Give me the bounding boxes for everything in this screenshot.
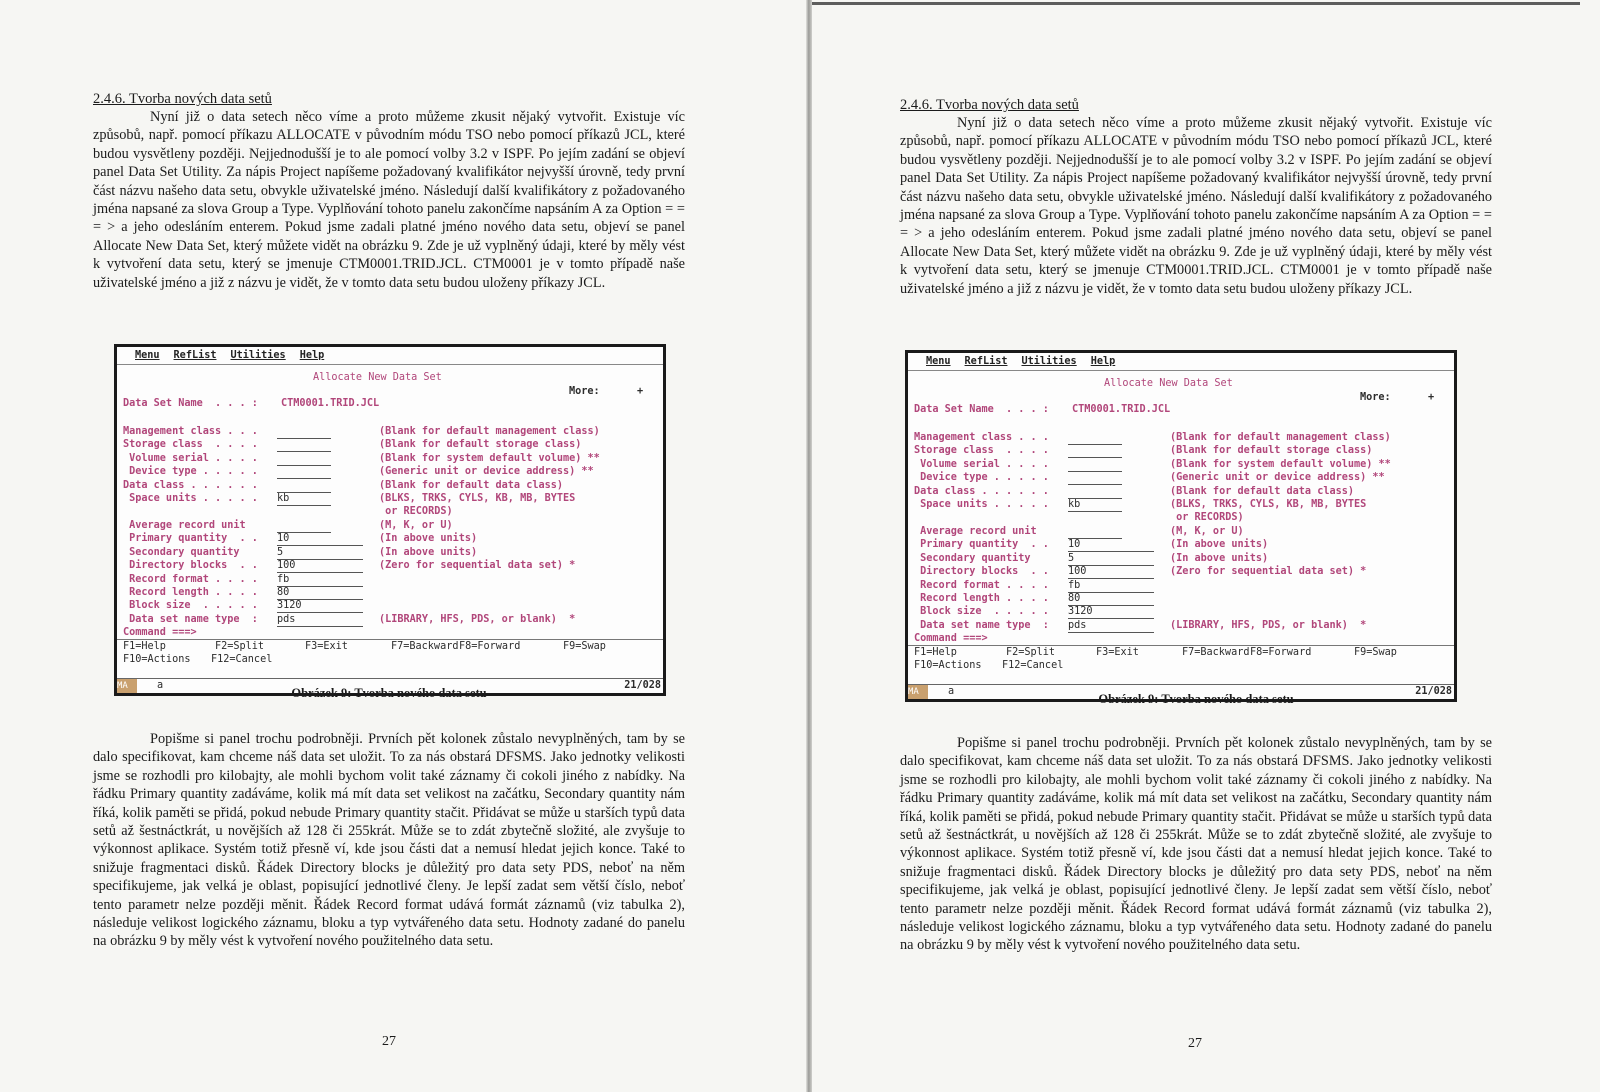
status-ma: MA — [908, 685, 928, 699]
field-hint: (Generic unit or device address) ** — [379, 466, 594, 478]
field-value: kb — [277, 493, 290, 504]
figure-caption: Obrázek 9: Tvorba nového data setu — [1098, 692, 1294, 706]
field-label: Management class . . . — [914, 432, 1049, 443]
field-value: kb — [1068, 499, 1081, 510]
field-value: 5 — [277, 546, 284, 558]
field-hint: (Zero for sequential data set) * — [1170, 566, 1367, 578]
panel-title: Allocate New Data Set — [1104, 378, 1233, 389]
field-label: Record length . . . . — [123, 587, 258, 598]
command-input[interactable] — [209, 626, 609, 639]
command-input[interactable] — [1000, 632, 1400, 645]
field-label: Secondary quantity — [914, 552, 1031, 564]
right-page-content — [900, 96, 1492, 298]
menu-item[interactable]: RefList — [964, 356, 1008, 367]
field-label: Block size . . . . . — [914, 606, 1049, 618]
menu-item[interactable]: Utilities — [230, 350, 286, 361]
field-input[interactable] — [1068, 592, 1154, 606]
function-key[interactable]: F8=Forward — [459, 641, 521, 653]
field-hint: (BLKS, TRKS, CYLS, KB, MB, BYTES — [379, 493, 576, 504]
field-label: Management class . . . — [123, 426, 258, 437]
field-value: 10 — [277, 533, 290, 545]
field-input[interactable] — [1068, 431, 1122, 445]
field-input[interactable] — [277, 452, 331, 466]
field-label: Record format . . . . — [914, 579, 1049, 591]
function-key[interactable]: F10=Actions — [123, 654, 191, 666]
field-value: 80 — [277, 587, 290, 598]
field-input[interactable] — [1068, 579, 1154, 593]
field-label: Data class . . . . . . — [914, 485, 1049, 497]
field-hint: (In above units) — [379, 533, 478, 545]
field-input[interactable] — [1068, 619, 1154, 633]
field-hint: (Blank for default data class) — [1170, 485, 1355, 497]
field-hint: (Generic unit or device address) ** — [1170, 472, 1385, 484]
left-page-content — [93, 90, 685, 292]
cursor-position: 21/028 — [1415, 686, 1452, 697]
field-label: Space units . . . . . — [914, 499, 1049, 510]
field-input[interactable] — [277, 479, 331, 493]
field-hint: (Blank for default management class) — [1170, 432, 1391, 443]
function-key[interactable]: F9=Swap — [563, 641, 606, 653]
field-label: Storage class . . . . — [914, 445, 1049, 457]
field-value: 100 — [277, 560, 296, 572]
field-hint: or RECORDS) — [379, 506, 453, 518]
function-key[interactable]: F2=Split — [215, 641, 265, 653]
field-input[interactable] — [277, 519, 331, 533]
menu-divider — [117, 364, 663, 365]
menu-bar — [926, 355, 1129, 369]
right-body-wrap — [900, 734, 1492, 955]
field-label: Data set name type : — [914, 619, 1049, 631]
field-input[interactable] — [1068, 538, 1154, 552]
field-input[interactable] — [277, 465, 331, 479]
field-label: Primary quantity . . — [123, 533, 258, 545]
field-value: fb — [277, 573, 290, 585]
menu-item[interactable]: Help — [299, 350, 325, 361]
command-label: Command ===> — [123, 627, 197, 639]
dsn-value: CTM0001.TRID.JCL — [281, 398, 380, 409]
figure-caption: Obrázek 9: Tvorba nového data setu — [291, 686, 487, 700]
field-input[interactable] — [277, 425, 331, 439]
field-value: 5 — [1068, 552, 1075, 564]
field-label: Primary quantity . . — [914, 539, 1049, 551]
field-label: Average record unit — [914, 526, 1037, 537]
field-label: Directory blocks . . — [123, 560, 258, 572]
field-input[interactable] — [1068, 565, 1154, 579]
field-label: Data set name type : — [123, 613, 258, 625]
field-value: 3120 — [277, 600, 302, 612]
field-hint: (Blank for default storage class) — [1170, 445, 1373, 457]
field-input[interactable] — [277, 586, 363, 600]
field-input[interactable] — [1068, 444, 1122, 458]
function-key[interactable]: F12=Cancel — [211, 654, 273, 666]
field-label: Device type . . . . . — [914, 472, 1049, 484]
field-input[interactable] — [1068, 498, 1122, 512]
field-hint: (LIBRARY, HFS, PDS, or blank) * — [379, 613, 576, 625]
function-key[interactable]: F3=Exit — [305, 641, 348, 653]
menu-item[interactable]: RefList — [173, 350, 217, 361]
function-key[interactable]: F9=Swap — [1354, 647, 1397, 659]
field-input[interactable] — [277, 599, 363, 613]
field-input[interactable] — [277, 546, 363, 560]
right-page — [812, 0, 1600, 1092]
field-label: Space units . . . . . — [123, 493, 258, 504]
field-label: Storage class . . . . — [123, 439, 258, 451]
field-value: 10 — [1068, 539, 1081, 551]
function-key[interactable]: F7=Backward — [1182, 647, 1250, 659]
status-a: a — [157, 680, 164, 691]
field-input[interactable] — [277, 613, 363, 627]
field-hint: (In above units) — [379, 546, 478, 558]
field-value: 3120 — [1068, 606, 1093, 618]
menu-item[interactable]: Menu — [135, 350, 160, 361]
more-indicator: More: — [569, 386, 600, 397]
field-hint: (M, K, or U) — [1170, 526, 1244, 537]
field-label: Device type . . . . . — [123, 466, 258, 478]
menu-bar — [135, 349, 338, 363]
intro-paragraph: Nyní již o data setech něco víme a proto můžeme zkusit nějaký vytvořit. Existuje víc způsobů, např. pomocí příkazu ALLOCATE v původním módu TSO nebo pomocí příkazů JCL, které budou vysvětleny později. Nejjednodušší je to ale pomocí volby 3.2 v ISPF. Po jejím zadání se objeví panel Data Set Utility. Za nápis Project napíšeme požadovaný kvalifikátor nejvyšší úrovně, tedy první část názvu našeho data setu, obvykle uživatelské jméno. Následují další kvalifikátory z požadovaného jména napsané za slova Group a Type. Vyplňování tohoto panelu zakončíme napsáním A za Option = = = > a jeho odesláním enterem. Pokud jsme zadali platné jméno nového data setu, objeví se panel Allocate New Data Set, který můžete vidět na obrázku 9. Zde je už vyplněný údaji, které by měly vést k vytvoření data setu, který se jmenuje CTM0001.TRID.JCL. CTM0001 je v tomto případě naše uživatelské jméno a již z názvu je vidět, že v tomto data setu budou uloženy příkazy JCL. — [900, 115, 1492, 297]
field-label: Volume serial . . . . — [123, 452, 258, 464]
function-key[interactable]: F2=Split — [1006, 647, 1056, 659]
page-number: 27 — [382, 1034, 396, 1049]
section-title: 2.4.6. Tvorba nových data setů — [93, 91, 272, 107]
section-title: 2.4.6. Tvorba nových data setů — [900, 97, 1079, 113]
menu-item[interactable]: Menu — [926, 356, 951, 367]
more-sign: + — [637, 386, 644, 397]
dsn-label: Data Set Name . . . : — [123, 398, 258, 409]
field-label: Average record unit — [123, 520, 246, 531]
field-value: fb — [1068, 579, 1081, 591]
more-sign: + — [1428, 392, 1435, 403]
status-ma: MA — [117, 679, 137, 693]
field-input[interactable] — [1068, 605, 1154, 619]
panel-title: Allocate New Data Set — [313, 372, 442, 383]
function-key[interactable]: F1=Help — [123, 641, 166, 653]
description-paragraph: Popišme si panel trochu podrobněji. Prvních pět kolonek zůstalo nevyplněných, tam by se dalo specifikovat, kam chceme náš data set uložit. To za nás obstará DFSMS. Jako jednotky velikosti jsme se rozhodli pro kilobajty, ale mohli bychom volit také záznamy či cokoli jiného z nabídky. Na řádku Primary quantity zadáváme, kolik má mít data set velikost na začátku, Secondary quantity nám říká, kolik paměti se přidá, pokud nebude Primary quantity stačit. Přidávat se může u starších typů data setů až šestnáctkrát, u novějších až 128 či 255krát. Může se to zdát zbytečně složité, ale zvyšuje to výkonnost aplikace. Systém totiž přesně ví, kde jsou části dat a nemusí hledat jejich konce. Také to snižuje fragmentaci disků. Řádek Directory blocks je důležitý pro data sety PDS, neboť na něm specifikujeme, jak velká je oblast, popisující jednotlivé členy. Je lepší zadat sem větší číslo, neboť tento parametr nelze později měnit. Řádek Record format udává formát záznamů (viz tabulka 2), následuje velikost logického záznamu, bloku a typ vytvářeného data setu. Hodnoty zadané do panelu na obrázku 9 by měly vést k vytvoření nového použitelného data setu. — [900, 735, 1492, 954]
field-hint: (Blank for system default volume) ** — [379, 452, 600, 464]
page-number: 27 — [1188, 1036, 1202, 1051]
field-hint: (In above units) — [1170, 552, 1269, 564]
field-hint: (Blank for default management class) — [379, 426, 600, 437]
field-input[interactable] — [1068, 485, 1122, 499]
field-label: Record length . . . . — [914, 593, 1049, 604]
left-caption-wrap — [93, 686, 685, 701]
field-input[interactable] — [1068, 525, 1122, 539]
function-key[interactable]: F1=Help — [914, 647, 957, 659]
function-key[interactable]: F3=Exit — [1096, 647, 1139, 659]
field-hint: (M, K, or U) — [379, 520, 453, 531]
field-label: Record format . . . . — [123, 573, 258, 585]
field-input[interactable] — [277, 532, 363, 546]
field-value: 80 — [1068, 593, 1081, 604]
field-input[interactable] — [277, 573, 363, 587]
field-input[interactable] — [1068, 471, 1122, 485]
allocate-panel-screenshot — [114, 344, 666, 696]
field-hint: (BLKS, TRKS, CYLS, KB, MB, BYTES — [1170, 499, 1367, 510]
cursor-position: 21/028 — [624, 680, 661, 691]
command-label: Command ===> — [914, 633, 988, 645]
left-body-wrap — [93, 730, 685, 951]
field-label: Volume serial . . . . — [914, 458, 1049, 470]
field-input[interactable] — [277, 438, 331, 452]
field-value: 100 — [1068, 566, 1087, 578]
field-hint: or RECORDS) — [1170, 512, 1244, 524]
menu-item[interactable]: Help — [1090, 356, 1116, 367]
field-input[interactable] — [1068, 552, 1154, 566]
more-indicator: More: — [1360, 392, 1391, 403]
description-paragraph: Popišme si panel trochu podrobněji. Prvních pět kolonek zůstalo nevyplněných, tam by se dalo specifikovat, kam chceme náš data set uložit. To za nás obstará DFSMS. Jako jednotky velikosti jsme se rozhodli pro kilobajty, ale mohli bychom volit také záznamy či cokoli jiného z nabídky. Na řádku Primary quantity zadáváme, kolik má mít data set velikost na začátku, Secondary quantity nám říká, kolik paměti se přidá, pokud nebude Primary quantity stačit. Přidávat se může u starších typů data setů až šestnáctkrát, u novějších až 128 či 255krát. Může se to zdát zbytečně složité, ale zvyšuje to výkonnost aplikace. Systém totiž přesně ví, kde jsou části dat a nemusí hledat jejich konce. Také to snižuje fragmentaci disků. Řádek Directory blocks je důležitý pro data sety PDS, neboť na něm specifikujeme, jak velká je oblast, popisující jednotlivé členy. Je lepší zadat sem větší číslo, neboť tento parametr nelze později měnit. Řádek Record format udává formát záznamů (viz tabulka 2), následuje velikost logického záznamu, bloku a typ vytvářeného data setu. Hodnoty zadané do panelu na obrázku 9 by měly vést k vytvoření nového použitelného data setu. — [93, 731, 685, 950]
menu-item[interactable]: Utilities — [1021, 356, 1077, 367]
field-label: Secondary quantity — [123, 546, 240, 558]
intro-paragraph: Nyní již o data setech něco víme a proto můžeme zkusit nějaký vytvořit. Existuje víc způsobů, např. pomocí příkazu ALLOCATE v původním módu TSO nebo pomocí příkazů JCL, které budou vysvětleny později. Nejjednodušší je to ale pomocí volby 3.2 v ISPF. Po jejím zadání se objeví panel Data Set Utility. Za nápis Project napíšeme požadovaný kvalifikátor nejvyšší úrovně, tedy první část názvu našeho data setu, obvykle uživatelské jméno. Následují další kvalifikátory z požadovaného jména napsané za slova Group a Type. Vyplňování tohoto panelu zakončíme napsáním A za Option = = = > a jeho odesláním enterem. Pokud jsme zadali platné jméno nového data setu, objeví se panel Allocate New Data Set, který můžete vidět na obrázku 9. Zde je už vyplněný údaji, které by měly vést k vytvoření data setu, který se jmenuje CTM0001.TRID.JCL. CTM0001 je v tomto případě naše uživatelské jméno a již z názvu je vidět, že v tomto data setu budou uloženy příkazy JCL. — [93, 109, 685, 291]
field-hint: (Blank for default data class) — [379, 479, 564, 491]
function-key[interactable]: F10=Actions — [914, 660, 982, 672]
menu-divider — [908, 370, 1454, 371]
field-input[interactable] — [277, 492, 331, 506]
field-label: Block size . . . . . — [123, 600, 258, 612]
field-value: pds — [277, 613, 296, 625]
field-input[interactable] — [277, 559, 363, 573]
field-label: Data class . . . . . . — [123, 479, 258, 491]
field-hint: (Blank for default storage class) — [379, 439, 582, 451]
status-a: a — [948, 686, 955, 697]
right-caption-wrap — [900, 692, 1492, 707]
field-value: pds — [1068, 619, 1087, 631]
dsn-value: CTM0001.TRID.JCL — [1072, 404, 1171, 415]
field-label: Directory blocks . . — [914, 566, 1049, 578]
allocate-panel-screenshot — [905, 350, 1457, 702]
function-key[interactable]: F8=Forward — [1250, 647, 1312, 659]
field-hint: (Blank for system default volume) ** — [1170, 458, 1391, 470]
field-input[interactable] — [1068, 458, 1122, 472]
field-hint: (In above units) — [1170, 539, 1269, 551]
function-key[interactable]: F7=Backward — [391, 641, 459, 653]
dsn-label: Data Set Name . . . : — [914, 404, 1049, 415]
field-hint: (LIBRARY, HFS, PDS, or blank) * — [1170, 619, 1367, 631]
function-key[interactable]: F12=Cancel — [1002, 660, 1064, 672]
field-hint: (Zero for sequential data set) * — [379, 560, 576, 572]
